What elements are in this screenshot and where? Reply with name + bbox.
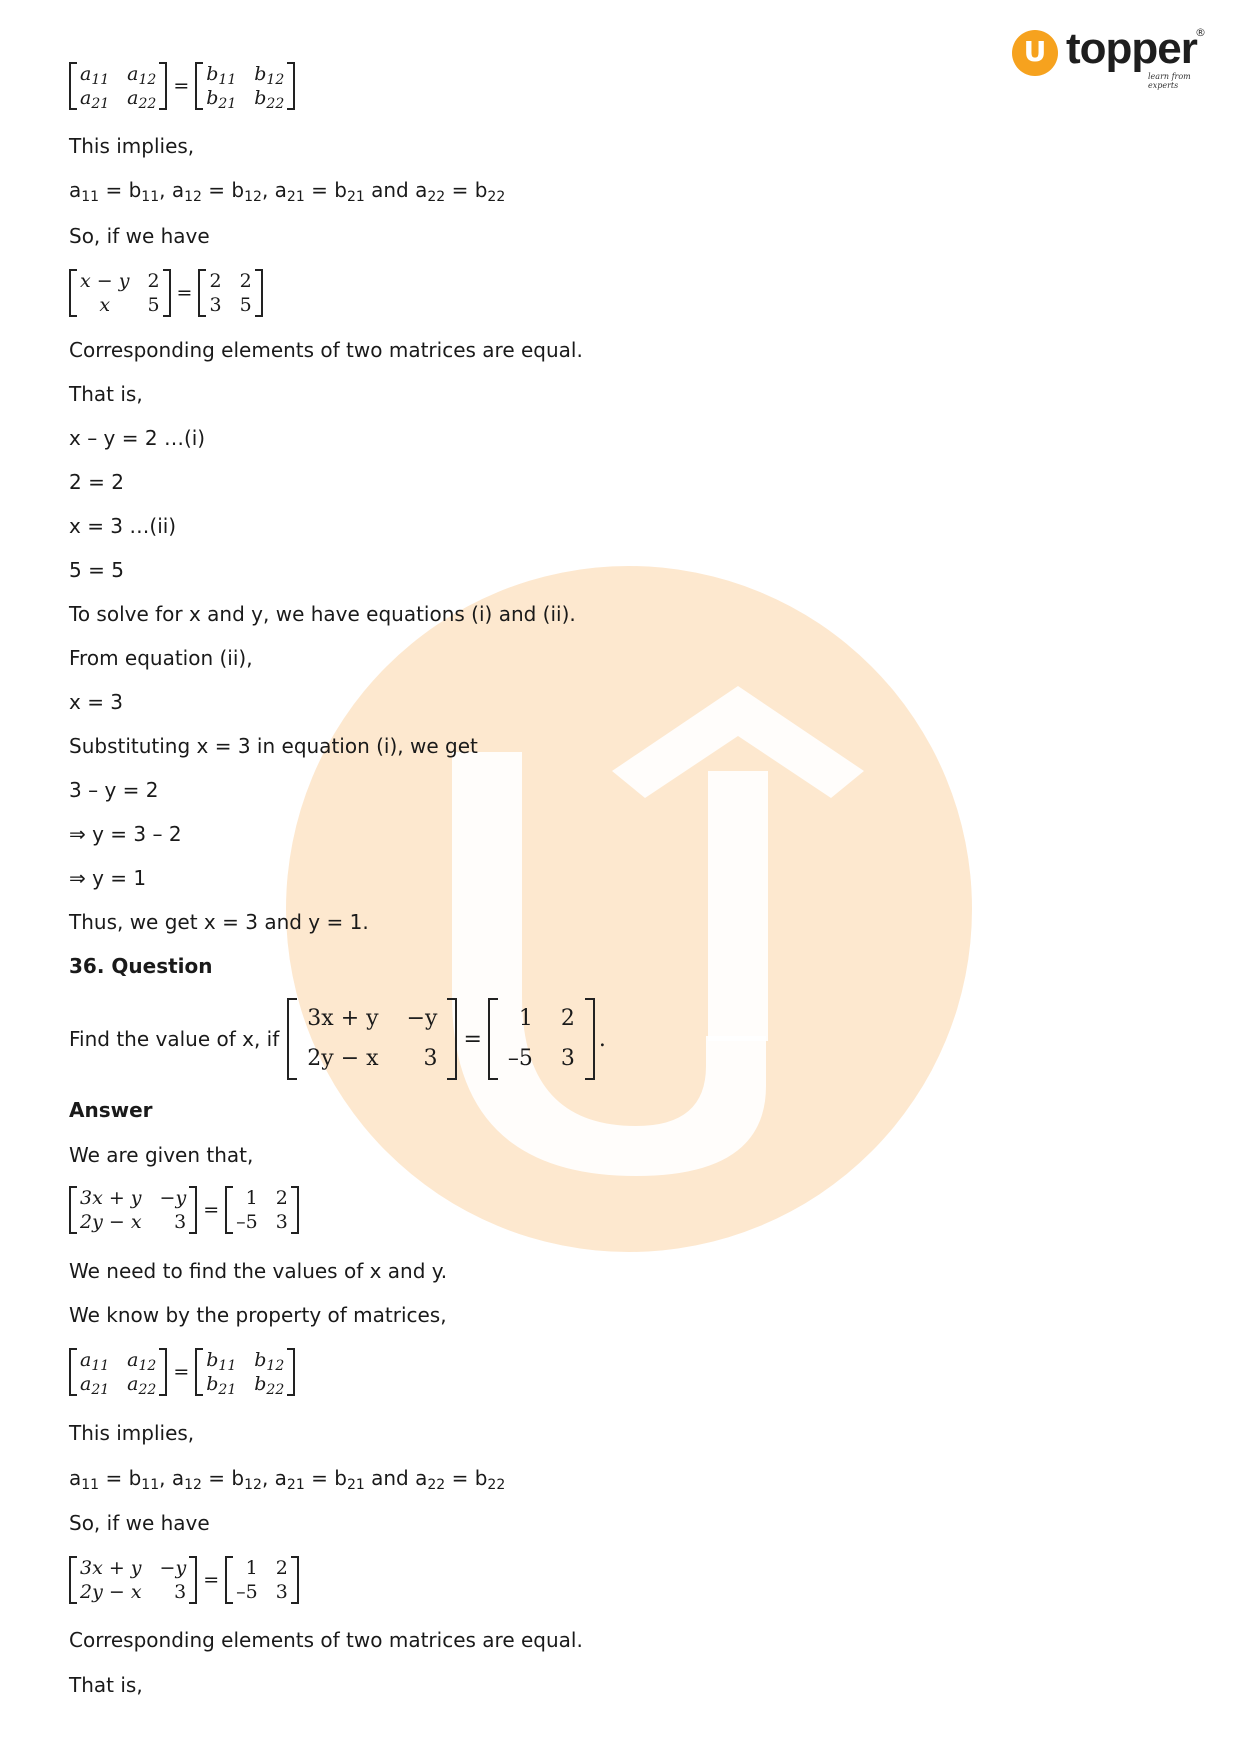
topper-watermark — [286, 566, 972, 1252]
topper-logo — [1012, 26, 1212, 90]
text-line: To solve for x and y, we have equations (i) and (ii). — [69, 602, 576, 626]
matrix-equation-2: 3x + y −y 2y − x 3 = 1 2 –5 3 — [69, 1186, 299, 1234]
text-line: So, if we have — [69, 1511, 210, 1535]
text-line: We know by the property of matrices, — [69, 1303, 447, 1327]
answer-heading: Answer — [69, 1098, 153, 1122]
equation-line: x = 3 — [69, 690, 124, 714]
equation-line: 2 = 2 — [69, 470, 124, 494]
logo-u-icon: U — [1012, 30, 1058, 76]
question-statement — [69, 998, 606, 1080]
equation-line: ⇒ y = 3 – 2 — [69, 822, 182, 846]
equation-line: x – y = 2 …(i) — [69, 426, 206, 450]
equation-line: ⇒ y = 1 — [69, 866, 147, 890]
question-text: Find the value of x, if — [69, 1027, 280, 1051]
matrix-equation-1: x − y 2 x 5 = 2 2 3 5 — [69, 269, 263, 317]
matrix-property-equation: $a_{11}$ $a_{12}$ $a_{21}$ $a_{22}$ = $b_{11}$ $b_{12}$ $b_{21}$ $b_{22}$ — [69, 1348, 295, 1396]
text-line: We need to find the values of x and y. — [69, 1259, 448, 1283]
equation-line: 5 = 5 — [69, 558, 124, 582]
equation-line: 3 – y = 2 — [69, 778, 159, 802]
text-line: Substituting x = 3 in equation (i), we get — [69, 734, 478, 758]
text-line: Thus, we get x = 3 and y = 1. — [69, 910, 369, 934]
text-line: Corresponding elements of two matrices are equal. — [69, 338, 583, 362]
equals-sign: = — [173, 75, 190, 97]
matrix-equation-3: 3x + y −y 2y − x 3 = 1 2 –5 3 — [69, 1556, 299, 1604]
text-line: We are given that, — [69, 1143, 254, 1167]
logo-wordmark: topper — [1066, 24, 1197, 73]
text-line: So, if we have — [69, 224, 210, 248]
text-line: This implies, — [69, 134, 195, 158]
implication-line: $a_{11} = b_{11}$, $a_{12} = b_{12}$, $a_{21} = b_{21}$ and $a_{22} = b_{22}$ — [69, 1466, 506, 1493]
logo-tagline: learn from experts — [1148, 72, 1191, 90]
matrix-property-equation — [69, 62, 295, 110]
matrix-a: $a_{11}$ $a_{12}$ $a_{21}$ $a_{22}$ — [69, 62, 167, 110]
question-heading: 36. Question — [69, 954, 213, 978]
equation-line: x = 3 …(ii) — [69, 514, 177, 538]
question-matrix-equation: 3x + y −y 2y − x 3 = 1 2 –5 3 . — [287, 998, 606, 1080]
text-line: That is, — [69, 1673, 143, 1697]
matrix-b: $b_{11}$ $b_{12}$ $b_{21}$ $b_{22}$ — [195, 62, 295, 110]
text-line: From equation (ii), — [69, 646, 253, 670]
implication-line: $a_{11} = b_{11}$, $a_{12} = b_{12}$, $a_{21} = b_{21}$ and $a_{22} = b_{22}$ — [69, 178, 506, 205]
text-line: This implies, — [69, 1421, 195, 1445]
registered-mark: ® — [1195, 26, 1206, 39]
text-line: That is, — [69, 382, 143, 406]
text-line: Corresponding elements of two matrices are equal. — [69, 1628, 583, 1652]
